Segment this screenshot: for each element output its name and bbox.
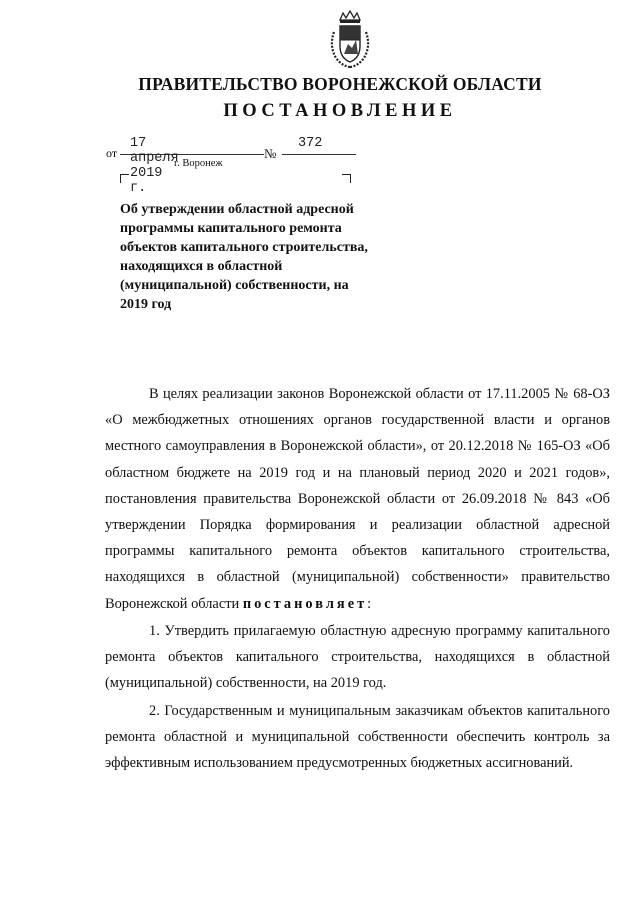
city: г. Воронеж (174, 158, 223, 169)
date-label: от (106, 146, 118, 160)
government-title: ПРАВИТЕЛЬСТВО ВОРОНЕЖСКОЙ ОБЛАСТИ (138, 74, 542, 94)
subject-line: (муниципальной) собственности, на (120, 278, 349, 293)
subject-line: 2019 год (120, 297, 172, 312)
subject-line: Об утверждении областной адресной (120, 202, 354, 217)
clause-1: 1. Утвердить прилагаемую областную адресную программу капитального ремонта объектов капитального строительства, находящихся в областной (муниципальной) собственности, на 2019 год. (105, 623, 610, 692)
document-type: ПОСТАНОВЛЕНИЕ (223, 101, 457, 121)
subject-line: объектов капитального строительства, (120, 240, 368, 255)
document-subject (120, 200, 390, 314)
document-body (105, 381, 610, 778)
document-number: 372 (298, 136, 323, 151)
document-date: 17 апреля 2019 г. (130, 136, 179, 196)
right-corner-mark (342, 174, 351, 183)
number-label: № (264, 146, 277, 161)
clause-2: 2. Государственным и муниципальным заказчикам объектов капитального ремонта областной и муниципальной собственности обеспечить контроль за эффективным использованием предусмотренных бюджетных ассигнований. (105, 702, 610, 772)
decree-keyword: постановляет (242, 595, 368, 612)
subject-line: программы капитального ремонта (120, 221, 342, 236)
left-corner-mark (120, 174, 129, 183)
subject-line: находящихся в областной (120, 259, 283, 274)
preamble-colon: : (367, 595, 372, 612)
preamble-text: В целях реализации законов Воронежской области от 17.11.2005 № 68-ОЗ «О межбюджетных отношениях органов государственной власти и органов местного самоуправления в Воронежской области», от 20.12.2018 № 165-ОЗ «Об областном бюджете на 2019 год и на плановый период 2020 и 2021 годов», постановления правительства Воронежской области от 26.09.2018 № 843 «Об утверждении Порядка формирования и реализации областной адресной программы капитального ремонта объектов капитального строительства, находящихся в областной (муниципальной) собственности» правительство Воронежской области (105, 386, 610, 612)
coat-of-arms-icon (326, 10, 374, 70)
number-line (282, 154, 356, 155)
preamble-paragraph (105, 381, 610, 617)
